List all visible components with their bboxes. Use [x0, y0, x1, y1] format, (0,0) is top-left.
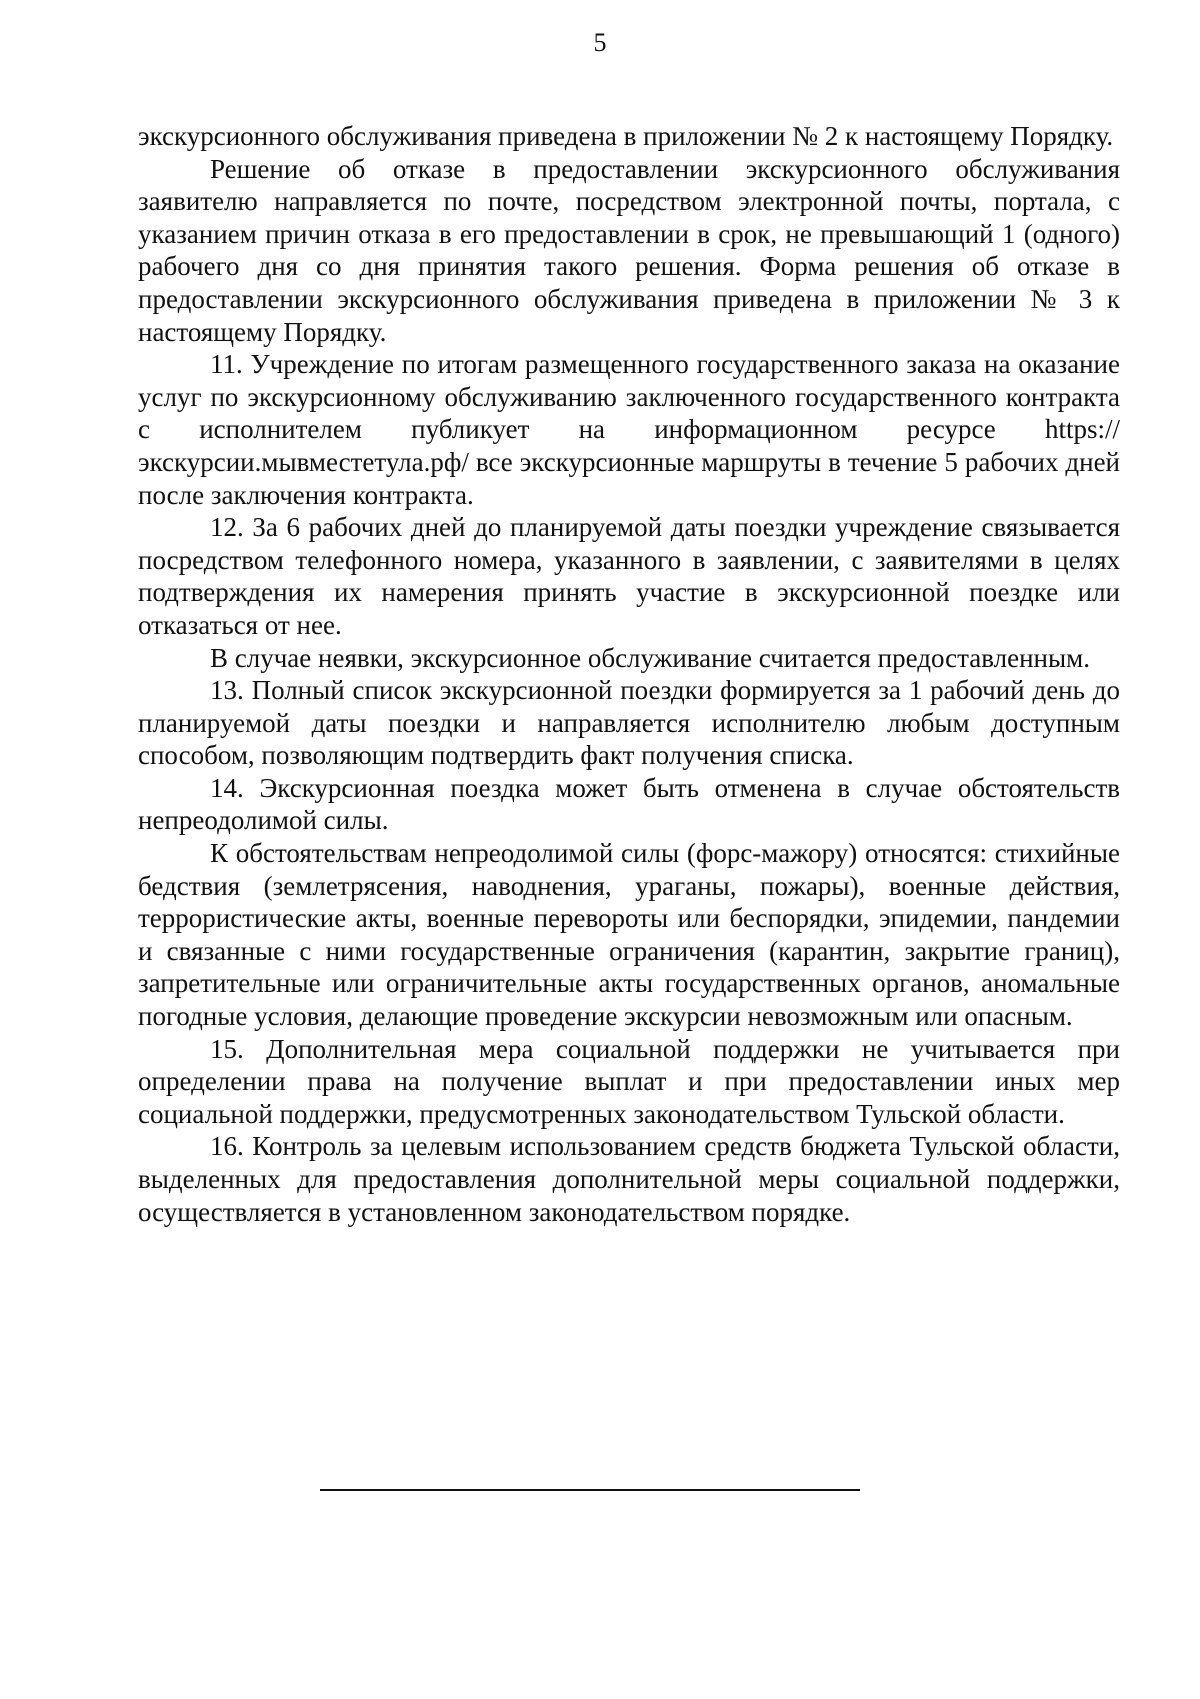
paragraph-item-14: 14. Экскурсионная поездка может быть отменена в случае обстоятельств непреодолимой силы.: [138, 772, 1120, 836]
paragraph-no-show: В случае неявки, экскурсионное обслуживание считается предоставленным.: [210, 642, 1090, 673]
document-body: [138, 120, 1120, 1228]
paragraph-item-12: 12. За 6 рабочих дней до планируемой даты поездки учреждение связывается посредством телефонного номера, указанного в заявлении, с заявителями в целях подтверждения их намерения принять участие в экскурсионной поездке или отказаться от нее.: [138, 512, 1120, 640]
paragraph-item-13: 13. Полный список экскурсионной поездки формируется за 1 рабочий день до планируемой даты поездки и направляется исполнителю любым доступным способом, позволяющим подтвердить факт получения списка.: [138, 675, 1120, 771]
page-number: 5: [593, 28, 607, 57]
paragraph-continuation: экскурсионного обслуживания приведена в приложении № 2 к настоящему Порядку.: [138, 121, 1114, 151]
end-of-document-rule: [320, 1489, 860, 1491]
paragraph-force-majeure: К обстоятельствам непреодолимой силы (форс-мажору) относятся: стихийные бедствия (землетрясения, наводнения, ураганы, пожары), военные действия, террористические акты, военные перевороты или беспорядки, эпидемии, пандемии и связанные с ними государственные ограничения (карантин, закрытие границ), запретительные или ограничительные акты государственных органов, аномальные погодные условия, делающие проведение экскурсии невозможным или опасным.: [138, 838, 1120, 1032]
paragraph-item-15: 15. Дополнительная мера социальной поддержки не учитывается при определении права на получение выплат и при предоставлении иных мер социальной поддержки, предусмотренных законодательством Тульской области.: [138, 1033, 1120, 1129]
paragraph-refusal-decision: Решение об отказе в предоставлении экскурсионного обслуживания заявителю направляется по почте, посредством электронной почты, портала, с указанием причин отказа в его предоставлении в срок, не превышающий 1 (одного) рабочего дня со дня принятия такого решения. Форма решения об отказе в предоставлении экскурсионного обслуживания приведена в приложении № 3 к настоящему Порядку.: [138, 153, 1120, 347]
paragraph-item-16: 16. Контроль за целевым использованием средств бюджета Тульской области, выделенных для предоставления дополнительной меры социальной поддержки, осуществляется в установленном законодательством порядке.: [138, 1131, 1120, 1227]
paragraph-item-11: 11. Учреждение по итогам размещенного государственного заказа на оказание услуг по экскурсионному обслуживанию заключенного государственного контракта с исполнителем публикует на информационном ресурсе https://экскурсии.мывместетула.рф/ все экскурсионные маршруты в течение 5 рабочих дней после заключения контракта.: [138, 349, 1120, 510]
